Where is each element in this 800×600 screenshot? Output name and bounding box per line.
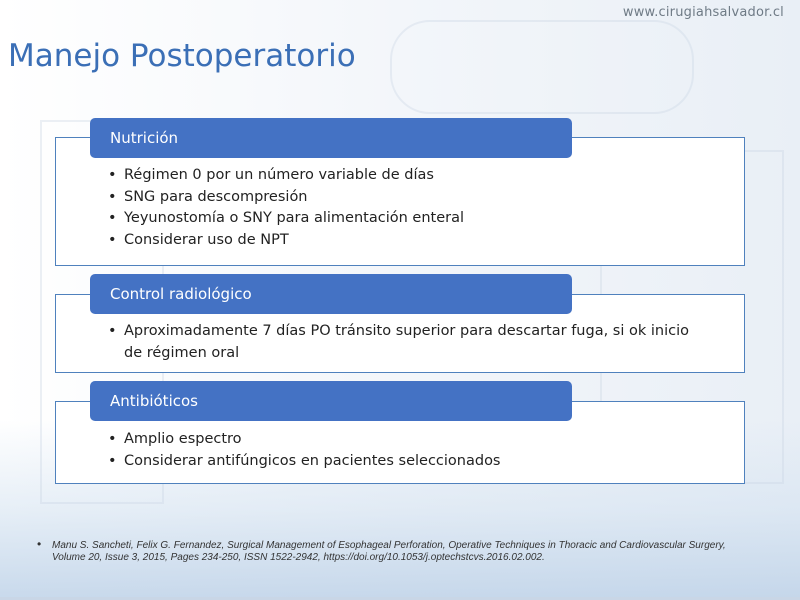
bullet-icon: •	[37, 537, 42, 551]
background-watermark-shape	[390, 20, 694, 114]
list-item: • Amplio espectro	[108, 429, 708, 451]
section-header: Nutrición	[90, 118, 572, 158]
list-item: • Aproximadamente 7 días PO tránsito superior para descartar fuga, si ok inicio de régimen oral	[108, 321, 698, 364]
item-list	[108, 165, 708, 251]
section-header: Antibióticos	[90, 381, 572, 421]
reference-text: Manu S. Sancheti, Felix G. Fernandez, Surgical Management of Esophageal Perforation, Operative Techniques in Thoracic and Cardiovascular Surgery, Volume 20, Issue 3, 2015, Pages 234-250, ISSN 1522-2942, https://doi.org/10.1053/j.optechstcvs.2016.02.002.	[52, 540, 726, 563]
website-url: www.cirugiahsalvador.cl	[622, 5, 784, 20]
list-item: • Considerar uso de NPT	[108, 230, 708, 252]
list-item: • Régimen 0 por un número variable de días	[108, 165, 708, 187]
list-item: • Yeyunostomía o SNY para alimentación enteral	[108, 208, 708, 230]
page-title: Manejo Postoperatorio	[8, 38, 356, 74]
item-list	[108, 429, 708, 472]
list-item: • Considerar antifúngicos en pacientes seleccionados	[108, 451, 708, 473]
item-list	[108, 321, 698, 364]
section-header: Control radiológico	[90, 274, 572, 314]
list-item: • SNG para descompresión	[108, 187, 708, 209]
reference-note	[37, 537, 752, 564]
